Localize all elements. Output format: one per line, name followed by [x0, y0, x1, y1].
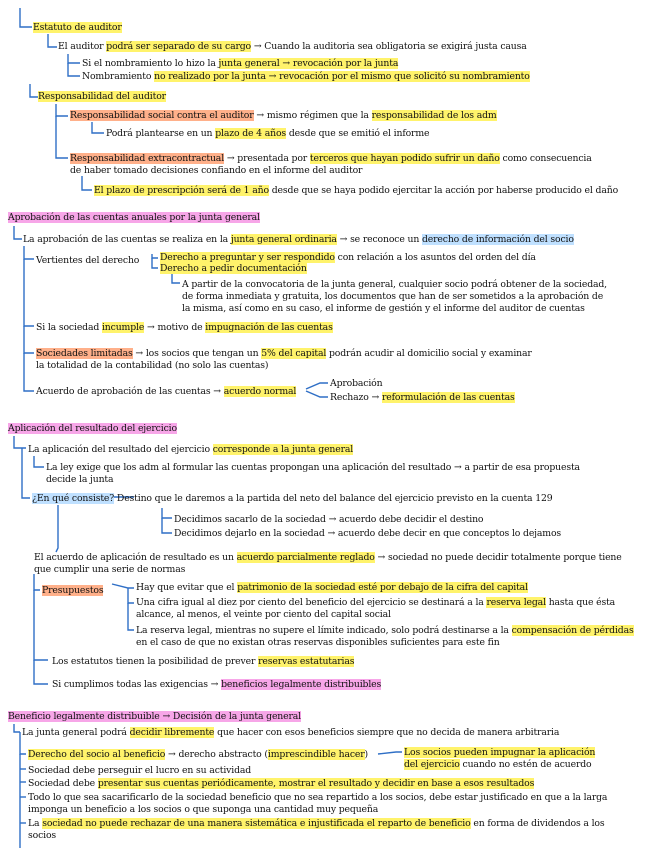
extracontractual-highlight: Responsabilidad extracontractual: [70, 153, 225, 164]
estatuto-label: Estatuto de auditor: [33, 22, 122, 33]
derecho-socio-mid: → derecho abstracto (: [165, 749, 268, 760]
junta-libre-pre: La junta general podrá: [22, 727, 130, 738]
acuerdo-reglado-line: [34, 552, 622, 563]
extracontractual-highlight-2: terceros que hayan podido sufrir un daño: [309, 153, 500, 164]
plazo-line: [106, 128, 429, 139]
cumplimos-pre: Si cumplimos todas las exigencias →: [52, 679, 222, 690]
estatutos-pre: Los estatutos tienen la posibilidad de prever: [52, 656, 259, 667]
plazo-post: desde que se emitió el informe: [286, 128, 430, 139]
no-realizado-line: [82, 71, 530, 82]
cumplimos-highlight: beneficios legalmente distribuibles: [221, 679, 382, 690]
nombrado-line: [82, 58, 398, 69]
derecho-preguntar-highlight: Derecho a preguntar y ser respondido: [160, 252, 335, 263]
bullet-rechazo-line-2: socios: [28, 830, 57, 841]
rechazo-highlight: reformulación de las cuentas: [381, 392, 515, 403]
resp-social-post: → mismo régimen que la: [253, 110, 372, 121]
presupuesto-3: [136, 625, 634, 636]
acuerdo-reglado-post: → sociedad no puede decidir totalmente porque tiene: [374, 552, 622, 563]
dejarlo-line: Decidimos dejarlo en la sociedad → acuerdo debe decir en que conceptos lo dejamos: [174, 528, 562, 539]
derecho-socio-post: ): [364, 749, 369, 760]
impugnar-highlight: Los socios pueden impugnar la aplicación: [404, 747, 596, 758]
no-realizado-highlight: no realizado por la junta → revocación por el mismo que solicitó su nombramiento: [154, 71, 530, 82]
derecho-preguntar-post: con relación a los asuntos del orden del día: [334, 252, 536, 263]
derecho-socio-line: [28, 749, 368, 760]
cumplimos-line: [52, 679, 381, 690]
extracontractual-line-2: de haber tomado decisiones confiando en el informe del auditor: [70, 165, 363, 176]
vertientes-label: Vertientes del derecho: [36, 255, 140, 266]
estatutos-line: [52, 656, 354, 667]
impugnar-line-2-highlight: del ejercicio: [404, 759, 460, 770]
aplicacion-pre: La aplicación del resultado del ejercicio: [28, 444, 213, 455]
ley-line-2: decide la junta: [46, 474, 114, 485]
aplicacion-highlight: corresponde a la junta general: [212, 444, 354, 455]
consiste-question: ¿En qué consiste?: [32, 493, 115, 504]
resp-social-highlight: Responsabilidad social contra el auditor: [70, 110, 254, 121]
extracontractual-post: → presentada por: [224, 153, 310, 164]
acuerdo-aprobacion-pre: Acuerdo de aprobación de las cuentas →: [36, 386, 224, 397]
aprobacion-line: [23, 234, 574, 245]
derecho-documentacion-line: [160, 263, 307, 274]
extracontractual-line: [70, 153, 592, 164]
no-realizado-pre: Nombramiento: [82, 71, 155, 82]
opcion-rechazo: [330, 392, 515, 403]
junta-libre-highlight: decidir libremente: [129, 727, 215, 738]
presupuesto-2-post: hasta que ésta: [545, 597, 616, 608]
extracontractual-post-2: como consecuencia: [499, 153, 592, 164]
prescripcion-highlight: El plazo de prescripción será de 1 año: [94, 185, 269, 196]
junta-libre-post: que hacer con esos beneficios siempre que no decida de manera arbitraria: [214, 727, 560, 738]
plazo-highlight: plazo de 4 años: [215, 128, 287, 139]
incumple-mid: → motivo de: [144, 322, 206, 333]
derecho-documentacion-highlight: Derecho a pedir documentación: [160, 263, 307, 274]
presupuesto-2-pre: Una cifra igual al diez por ciento del beneficio del ejercicio se destinará a la: [136, 597, 487, 608]
presupuestos-label: [42, 585, 103, 596]
bullet-cuentas-pre: Sociedad debe: [28, 778, 98, 789]
derecho-preguntar-line: [160, 252, 536, 263]
presupuestos-highlight: Presupuestos: [42, 585, 104, 596]
resp-social-line: [70, 110, 497, 121]
limitadas-highlight: Sociedades limitadas: [36, 348, 133, 359]
incumple-highlight-2: impugnación de las cuentas: [205, 322, 333, 333]
derecho-socio-highlight: Derecho del socio al beneficio: [28, 749, 166, 760]
resp-social-highlight-2: responsabilidad de los adm: [371, 110, 497, 121]
aplicacion-title: [8, 423, 177, 434]
acuerdo-reglado-line-2: que cumplir una serie de normas: [34, 564, 186, 575]
bullet-sacrificio-line-2: imponga un beneficio a los socios o que suponga una cantidad muy pequeña: [28, 804, 379, 815]
consiste-line: [32, 493, 553, 504]
incumple-pre: Si la sociedad: [36, 322, 102, 333]
aplicacion-title-text: Aplicación del resultado del ejercicio: [8, 423, 177, 434]
cesado-post: → Cuando la auditoria sea obligatoria se exigirá justa causa: [251, 41, 527, 52]
impugnar-line: [404, 747, 595, 758]
aprobacion-highlight: junta general ordinaria: [230, 234, 337, 245]
rechazo-pre: Rechazo →: [330, 392, 382, 403]
bullet-rechazo-highlight: sociedad no puede rechazar de una manera sistemática e injustificada el reparto de beneficio: [42, 818, 471, 829]
responsabilidad-label: Responsabilidad del auditor: [38, 91, 166, 102]
presupuesto-1-highlight: patrimonio de la sociedad esté por debajo de la cifra del capital: [237, 582, 528, 593]
opcion-aprobacion: Aprobación: [330, 378, 383, 389]
acuerdo-reglado-pre: El acuerdo de aplicación de resultado es un: [34, 552, 237, 563]
nombrado-highlight: junta general → revocación por la junta: [218, 58, 399, 69]
limitadas-post: podrán acudir al domicilio social y examinar: [326, 348, 532, 359]
beneficio-title-text: Beneficio legalmente distribuible → Decisión de la junta general: [8, 711, 301, 722]
cesado-pre: El auditor: [58, 41, 107, 52]
impugnar-line-2: [404, 759, 592, 770]
acuerdo-aprobacion-line: [36, 386, 296, 397]
limitadas-line: [36, 348, 532, 359]
bullet-sacrificio: Todo lo que sea sacarificarlo de la sociedad beneficio que no sea repartido a los socios, debe estar justificado en que a la larga: [28, 792, 608, 803]
presupuesto-3-pre: La reserva legal, mientras no supere el límite indicado, solo podrá destinarse a la: [136, 625, 512, 636]
derecho-socio-highlight-2: imprescindible hacer: [267, 749, 365, 760]
estatutos-highlight: reservas estatutarias: [258, 656, 355, 667]
consiste-post: Destino que le daremos a la partida del neto del balance del ejercicio previsto en la cuenta 129: [114, 493, 553, 504]
prescripcion-post: desde que se haya podido ejercitar la acción por haberse producido el daño: [268, 185, 619, 196]
prescripcion-line: [94, 185, 618, 196]
presupuesto-3-highlight: compensación de pérdidas: [511, 625, 634, 636]
bullet-rechazo-pre: La: [28, 818, 43, 829]
incumple-line: [36, 322, 333, 333]
nombrado-pre: Si el nombramiento lo hizo la: [82, 58, 219, 69]
aprobacion-title: [8, 212, 260, 223]
presupuesto-2-line-2: alcance, al menos, el veinte por ciento del capital social: [136, 609, 391, 620]
aprobacion-title-text: Aprobación de las cuentas anuales por la junta general: [8, 212, 260, 223]
convocatoria-line-1: A partir de la convocatoria de la junta general, cualquier socio podrá obtener de la sociedad,: [182, 279, 607, 290]
aplicacion-line: [28, 444, 353, 455]
limitadas-mid: → los socios que tengan un: [132, 348, 262, 359]
bullet-lucro: Sociedad debe perseguir el lucro en su actividad: [28, 765, 252, 776]
acuerdo-reglado-highlight: acuerdo parcialmente reglado: [236, 552, 375, 563]
acuerdo-aprobacion-highlight: acuerdo normal: [223, 386, 297, 397]
presupuesto-1-pre: Hay que evitar que el: [136, 582, 238, 593]
ley-line-1: La ley exige que los adm al formular las cuentas propongan una aplicación del resultado → a partir de esa propuesta: [46, 462, 580, 473]
limitadas-line-2: la totalidad de la contabilidad (no solo las cuentas): [36, 360, 269, 371]
sacarlo-line: Decidimos sacarlo de la sociedad → acuerdo debe decidir el destino: [174, 514, 484, 525]
presupuesto-2-highlight: reserva legal: [486, 597, 546, 608]
bullet-cuentas-highlight: presentar sus cuentas periódicamente, mostrar el resultado y decidir en base a esos resultados: [97, 778, 535, 789]
impugnar-line-2-post: cuando no estén de acuerdo: [459, 759, 592, 770]
aprobacion-highlight-2: derecho de información del socio: [421, 234, 574, 245]
plazo-pre: Podrá plantearse en un: [106, 128, 216, 139]
cesado-highlight: podrá ser separado de su cargo: [106, 41, 252, 52]
bullet-cuentas: [28, 778, 534, 789]
bullet-rechazo-post: en forma de dividendos a los: [470, 818, 605, 829]
junta-libre-line: [22, 727, 559, 738]
cesado-line: [58, 41, 527, 52]
aprobacion-pre: La aprobación de las cuentas se realiza en la: [23, 234, 231, 245]
convocatoria-line-2: de forma inmediata y gratuita, los documentos que han de ser sometidos a la aprobación de: [182, 291, 604, 302]
estatuto-heading: [33, 22, 122, 33]
limitadas-highlight-2: 5% del capital: [261, 348, 327, 359]
responsabilidad-heading: [38, 91, 166, 102]
incumple-highlight: incumple: [101, 322, 145, 333]
convocatoria-line-3: la misma, así como en su caso, el informe de gestión y el informe del auditor de cuentas: [182, 303, 585, 314]
beneficio-title: [8, 711, 301, 722]
presupuesto-3-line-2: en el caso de que no existan otras reservas disponibles suficientes para este fin: [136, 637, 500, 648]
presupuesto-1: [136, 582, 528, 593]
presupuesto-2: [136, 597, 615, 608]
bullet-rechazo: [28, 818, 605, 829]
aprobacion-mid: → se reconoce un: [336, 234, 422, 245]
